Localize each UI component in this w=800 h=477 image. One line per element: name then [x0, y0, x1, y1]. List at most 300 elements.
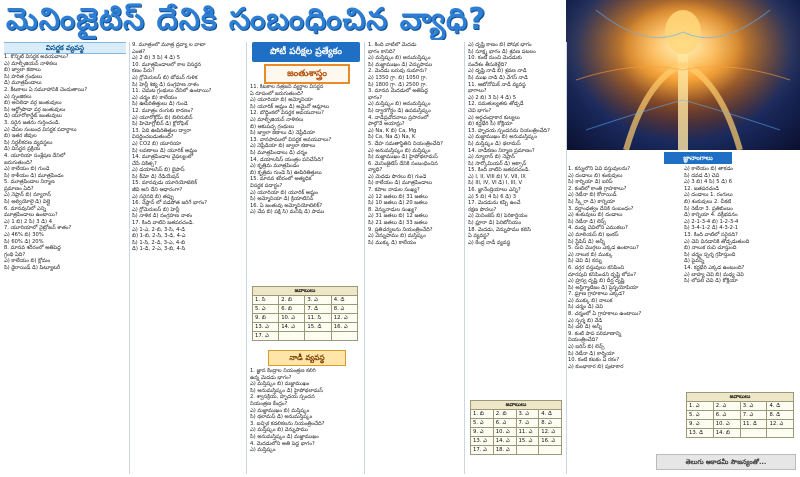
question-line: సి) కాళీయం డి) మూత్రపిండం	[4, 172, 64, 179]
column-7	[684, 166, 796, 386]
question-line: ఎ) మాల్ఫీజియన్ నాళికలు	[4, 60, 58, 67]
answer-cell: 8. డి	[767, 411, 794, 420]
question-line: 3. వర్ణాంధత్వం దేనికి సంబంధం?	[568, 205, 634, 212]
question-line: 4. యూరియా సంశ్లేషణ దేనిలో	[4, 152, 66, 159]
question-line: ఎ) I, II, VIII బి) V, VII, IX	[468, 173, 526, 180]
question-line: 8. వెన్నునాడుల సంఖ్య?	[368, 206, 417, 213]
answers-label: జవాబులు	[687, 393, 794, 402]
intro-text: ఉన్న మెదడు భాగం?	[250, 374, 292, 381]
question-line: ఎ) చర్మం బి) కాలేయం	[132, 94, 177, 101]
question-line: సి) 60% డి) 20%	[4, 238, 44, 245]
answer-cell	[539, 446, 562, 455]
question-list	[368, 42, 462, 246]
question-line: ఎ) కేంద్ర నాడీ వ్యవస్థ	[468, 239, 511, 246]
question-line: 8. చర్మంలో ఏ గ్రాహకాలు ఉంటాయి?	[568, 311, 642, 318]
answer-cell: 6. ఎ	[713, 411, 740, 420]
intro-text: సి) అనుమస్తిష్కం డి) మజ్జాముఖం	[250, 433, 319, 440]
answer-row	[471, 446, 562, 455]
question-line: 17. కింది వాటిని జతపరచండి.	[132, 220, 194, 227]
column-divider	[364, 42, 365, 474]
intro-text: 2. శ్వాసక్రియ, హృదయ స్పందన	[250, 394, 315, 401]
intro-text: ఎ) మస్తిష్కం బి) వెన్నుపాము	[250, 427, 308, 434]
question-line: సి) 1-సి, 2-డి, 3-ఎ, 4-బి	[132, 239, 186, 246]
question-line: 18. మెదడు, వెన్నుపాము కలిసి	[468, 226, 531, 233]
question-list	[468, 42, 564, 246]
question-line: 10. కంటి కటకం ఏ రకం?	[568, 357, 620, 364]
answer-cell: 15. డి	[305, 323, 331, 332]
question-line: సి) లవణాలు డి) యూరిక్ ఆమ్లం	[132, 147, 198, 154]
question-line: ఎ) అనుమస్తిష్కం బి) మస్తిష్కం	[368, 147, 431, 154]
question-line: 6. మానవునిలో ఎన్ని	[4, 205, 47, 212]
answer-row	[253, 296, 358, 305]
answer-cell: 5. ఎ	[253, 305, 279, 314]
question-line: ఎ) స్పర్శ బి) వేడి	[568, 317, 603, 324]
question-line: 7. కపాల నాడుల సంఖ్య?	[368, 187, 420, 194]
question-line: 1. కొన్నిటి విసర్జక అవయవాలు?	[4, 54, 69, 60]
question-line: 10. మూత్రపిండాలలో కాల విసర్జన	[132, 61, 202, 68]
question-line: ఎ) రెటీనా బి) కోరాయిడ్	[568, 192, 617, 199]
question-line: డి) కార్నియా 4. వక్రీభవనం	[684, 212, 738, 219]
answer-cell: 7. డి	[305, 305, 331, 314]
question-line: 2. కీటకాలు ఏ సమూహానికి చెందుతాయి?	[4, 86, 88, 93]
question-line: సి) రెటీనా 3. ప్రతిబింబం	[684, 205, 733, 212]
question-line: 6. మెనింజైటిస్ దేనికి సంబంధించిన	[368, 160, 438, 167]
answer-cell: 5. ఎ	[471, 419, 494, 428]
question-line: ఎ) 1-ఎ, 2-బి, 3-సి, 4-డి	[132, 226, 186, 233]
question-line: 6. దగ్గర వస్తువులు కనిపించి	[568, 264, 625, 271]
competitive-exams-special-badge: పోటీ పరీక్షల ప్రత్యేకం	[252, 42, 360, 62]
question-line: సి) ద్వారగోర్డం డి) ఉపమస్తిష్కం	[368, 107, 431, 114]
question-line: సందేశం తీసుకెళ్లేది?	[468, 61, 508, 68]
intro-text: సి) మూత్రపిండాలు డి) చర్మం	[250, 149, 308, 156]
question-line: ఎంత?	[132, 48, 146, 55]
question-line: ఎ) బాహ్య చెవి బి) మధ్య చెవి	[684, 271, 744, 278]
question-line: సి) మస్తిష్కం డి) థలామస్	[468, 140, 521, 147]
intro-text: సి) జ్వాలా కణాలు డి) నెఫ్రీడియా	[250, 130, 316, 137]
answer-row	[253, 314, 358, 323]
question-line: ఎ) సరైనది బి) తప్పు	[132, 193, 174, 200]
answer-cell: 10. ఎ	[493, 428, 516, 437]
question-list	[132, 42, 244, 253]
question-line: ఎ) న్యూరాన్ బి) నెఫ్రాన్	[468, 154, 515, 161]
answer-cell: 16. ఎ	[539, 437, 562, 446]
section-title-excretory-system: విసర్జక వ్యవస్థ	[4, 42, 126, 54]
question-line: సి) కార్నియా డి) ఐరిస్	[568, 179, 613, 186]
question-line: ఎ) 46% బి) 30%	[4, 232, 44, 239]
question-line: సి) నిర్జలీకరణ వ్యవస్థలు	[4, 139, 53, 146]
question-line: 16. జ్ఞానేంద్రియాలు ఎన్ని?	[468, 187, 521, 194]
question-line: ఎ) మెదడు పొరలు బి) గుండె	[368, 173, 427, 180]
question-line: ఎ) ఐరిస్ బి) లెన్స్	[568, 344, 605, 351]
question-line: ఎ) 5 బి) 4 సి) 6 డి) 3	[468, 193, 517, 200]
intro-text: 3. ఐచ్ఛిక కదలికలను నియంత్రించేది?	[250, 420, 325, 427]
question-line: బి) జ్వాలా కణాలు	[4, 67, 41, 74]
question-line: ఎ) 1 బి) 2 సి) 3 డి) 4	[4, 218, 53, 225]
headline: మెనింజైటిస్ దేనికి సంబంధించిన వ్యాధి?	[6, 2, 487, 37]
answer-cell: 12. ఎ	[539, 428, 562, 437]
answers-label: జవాబులు	[253, 287, 358, 296]
question-line: బి) ఇతర జీవుల	[4, 133, 37, 140]
answer-row	[471, 419, 562, 428]
column-3-nervous	[250, 368, 362, 474]
question-line: 3. మానవ మెదడులో అతిపెద్ద	[368, 88, 428, 95]
answer-row	[687, 429, 794, 438]
question-line: 3. సరైన జతను గుర్తించండి.	[4, 119, 61, 126]
answer-cell: 15. ఎ	[516, 437, 539, 446]
intro-text: సి) థలామస్ డి) అనుమస్తిష్కం	[250, 414, 313, 421]
question-line: 7. యూరియాలో నైట్రోజన్ శాతం?	[4, 225, 72, 232]
question-line: సి) దవడ డి) చెవి	[684, 172, 720, 179]
intro-text: ఎ) మజ్జాముఖం బి) మస్తిష్కం	[250, 407, 310, 414]
question-line: ఎ) కాలేయం బి) క్లోమం	[4, 258, 51, 265]
question-line: జరుగుతుంది?	[4, 159, 33, 166]
question-line: ఎ) చెవి వినడానికి తోడ్పడుతుంది	[684, 238, 750, 245]
intro-text: 14. డయాలసిస్ యంత్రం పనిచేసేది?	[250, 156, 324, 163]
question-line: 16. నెఫ్రాన్ లో వడపోత జరిగే భాగం?	[132, 200, 207, 207]
intro-text: ఎ) మస్తిష్కం బి) మజ్జాముఖం	[250, 381, 310, 388]
answer-cell: 7. ఎ	[740, 411, 767, 420]
answer-cell: 11. డి	[740, 420, 767, 429]
answer-cell: 11. సి	[305, 314, 331, 323]
question-line: చెవి భాగం?	[468, 107, 492, 114]
question-line: ఎ) దృష్టి నాడి బి) శ్రవణ నాడి	[468, 68, 527, 75]
question-line: ఎ) శంకువులు బి) దండాలు	[568, 212, 623, 219]
question-line: డి) పైవన్నీ	[684, 258, 705, 265]
question-line: ఎ) CO2 బి) యూరియా	[132, 140, 182, 147]
question-line: బి) అనిలిడా వర్గ జంతువులు	[4, 100, 62, 107]
column-divider	[566, 42, 567, 474]
question-line: భాగాలు?	[468, 88, 487, 95]
answer-row	[687, 402, 794, 411]
answer-row	[687, 411, 794, 420]
answer-cell: 17. ఎ	[253, 332, 279, 341]
question-line: 11. చెమట గ్రంథులు దేనిలో ఉంటాయి?	[132, 88, 212, 95]
question-line: సి) కాలేయం డి) మూత్రపిండాలు	[368, 180, 433, 187]
question-line: ఎ) కాలేయం బి) తాకడం	[684, 166, 733, 172]
question-line: ఎ) మస్తిష్కం బి) అనుమస్తిష్కం	[368, 101, 431, 108]
question-line: ఎ) యూరోక్రోమ్ బి) బిలిరుబిన్	[132, 114, 193, 121]
question-line: 12. మూత్రం రంగుకు కారణం?	[132, 107, 194, 114]
answer-cell: 10. ఎ	[279, 314, 305, 323]
question-line: ఎ) గ్లోమెరులస్ బి) బోమన్ గుళిక	[132, 74, 198, 81]
question-line: వ్యాధి?	[368, 167, 383, 174]
question-line: సి) III, IV, VI డి) I, III, V	[468, 180, 523, 187]
answer-row	[253, 332, 358, 341]
question-line: సి) మజ్జాముఖం డి) హైపోథలామస్	[368, 154, 438, 161]
answer-cell: 9. ఎ	[471, 428, 494, 437]
answer-cell: 1. బి	[471, 410, 494, 419]
question-line: 7. ఘ్రాణ గ్రాహకాలు ఎక్కడ?	[568, 291, 625, 298]
answers-label: జవాబులు	[471, 401, 562, 410]
answer-cell: 3. ఎ	[516, 410, 539, 419]
answer-cell: 2. బి	[279, 296, 305, 305]
question-line: భాగం?	[368, 94, 382, 101]
question-line: ఎ) గ్లోమెరులస్ బి) హెన్లీ	[132, 206, 180, 213]
question-line: ఎ) కాలేయం బి) గుండె	[4, 166, 50, 173]
answer-cell: 2. ఎ	[713, 402, 740, 411]
question-line: సి) స్టేపిస్ డి) అన్నీ	[568, 238, 606, 245]
question-line: సి) ముక్కు డి) కాలేయం	[368, 239, 417, 246]
answer-cell: 10. ఎ	[713, 420, 740, 429]
intro-text: బి) కృత్రిమ గుండె సి) ఊపిరితిత్తులు	[250, 169, 322, 176]
intro-text: ఎ) యూరియా బి) అమ్మోనియా	[250, 97, 313, 104]
intro-text: 16. ఏ జంతువు అమ్మోనియోటెలిక్?	[250, 202, 323, 209]
question-line: సి) హిమోగ్లోబిన్ డి) క్లోరోఫిల్	[132, 121, 189, 128]
answers-table-nervous	[470, 400, 562, 455]
question-line: సి) ప్లూరా డి) పెరిటోనియం	[468, 220, 522, 227]
question-line: ఎ) 12 జతలు బి) 31 జతలు	[368, 193, 428, 200]
answer-row	[471, 437, 562, 446]
answer-cell: 9. బి	[253, 314, 279, 323]
question-line: 15. కింది వాటిని జతపరచండి.	[468, 167, 530, 174]
question-line: సి) మజ్జాముఖం డి) వెన్నుపాము	[368, 61, 433, 68]
answer-cell: 13. ఎ	[471, 437, 494, 446]
answer-row	[687, 420, 794, 429]
answer-cell	[767, 429, 794, 438]
column-divider	[464, 42, 465, 474]
section-title-nervous-system: నాడీ వ్యవస్థ	[268, 350, 346, 366]
question-line: ఎ) 3 బి) 4 సి) 5 డి) 6	[684, 179, 733, 186]
question-line: సి) నాళిక డి) సంగ్రహణ నాళం	[132, 213, 193, 220]
column-5	[468, 42, 564, 414]
intro-text: సి) యూరిక్ ఆమ్లం డి) అమైనో ఆమ్లాలు	[250, 103, 330, 110]
question-line: ఎ) 2 బి) 3 సి) 4 డి) 5	[468, 94, 517, 101]
question-line: సి) Ca, Na డి) Na, K	[368, 134, 416, 141]
question-line: సి) కీమో డి) రేడియేషన్	[132, 173, 180, 180]
question-line: 13. కింది వాటిలో సరైనది?	[684, 231, 738, 238]
question-line: సి) రెటీనా డి) కార్నియా	[568, 350, 615, 357]
question-line: సి) ముఖ నాడి డి) వేగస్ నాడి	[468, 74, 528, 81]
question-line: డి) యూరోకార్డేట్ జంతువులు	[4, 113, 62, 120]
question-line: సి) అల్వియోలై డి) విల్లై	[4, 199, 51, 206]
question-list	[684, 166, 796, 285]
question-line: సి) చర్మం స్పర్శ గ్రహిస్తుంది	[684, 251, 736, 258]
answer-row	[471, 410, 562, 419]
question-line: 4. మధ్య చెవిలోని ఎముకలు?	[568, 225, 628, 232]
answer-cell: 13. ఎ	[253, 323, 279, 332]
question-line: సి) చర్మం డి) చెవి	[568, 304, 603, 311]
answer-cell: 4. డి	[767, 402, 794, 411]
intro-text: 11. కీటకాల నత్రజని వ్యర్థాల విసర్జన	[250, 84, 324, 90]
question-line: ఎ) 31 జతలు బి) 12 జతలు	[368, 213, 428, 220]
question-line: 5. దేహ సమతాస్థితిని నియంత్రించేది?	[368, 140, 443, 147]
answer-cell: 1. సి	[253, 296, 279, 305]
answer-cell: 14. ఎ	[279, 323, 305, 332]
answers-table-sense-organs	[686, 392, 794, 438]
intro-text: ఎ) యూరియా బి) యూరిక్ ఆమ్లం	[250, 189, 319, 196]
column-6	[568, 166, 680, 456]
question-line: భాగం కానిది?	[368, 48, 396, 55]
column-divider	[129, 42, 130, 474]
question-line: 5. రుచి మొగ్గలు ఎక్కడ ఉంటాయి?	[568, 245, 639, 252]
question-line: బి) 1-బి, 2-సి, 3-డి, 4-ఎ	[132, 233, 186, 240]
intro-text: 4. మెదడులోని అతి పెద్ద భాగం?	[250, 440, 315, 447]
answer-row	[253, 323, 358, 332]
question-line: 2. కంటిలో కాంతి గ్రాహకాలు?	[568, 185, 627, 192]
question-line: ఎ) నాలుక బి) ముక్కు	[568, 251, 613, 258]
answer-cell: 18. ఎ	[493, 446, 516, 455]
question-line: ఎ) డయాలసిస్ బి) బైపాస్	[132, 167, 185, 174]
answer-row	[253, 305, 358, 314]
question-line: సి) 10 జతలు డి) 20 జతలు	[368, 200, 428, 207]
question-line: దూరపువి కనిపించని దృష్టి లోపం?	[568, 271, 636, 278]
column-4	[368, 42, 462, 474]
question-line: 1. కింది వాటిలో మెదడు	[368, 42, 417, 48]
intro-text: 13. వానపాములో విసర్జక అవయవాలు?	[250, 136, 332, 143]
answer-cell: 12. ఎ	[331, 314, 357, 323]
intro-text: నియంత్రణ కేంద్రం?	[250, 400, 288, 407]
question-line: 10. కంటి నుంచి మెదడుకు	[468, 55, 522, 62]
answer-cell: 6. బి	[279, 305, 305, 314]
question-line: సి) 1800 గ్రా. డి) 2500 గ్రా.	[368, 81, 428, 88]
question-line: సి) సూక్ష్మ భాగం డి) శ్రవణ పటలం	[468, 48, 536, 55]
question-line: ఎ) దండాలు బి) శంకువులు	[568, 172, 623, 179]
question-line: సి) స్క్లీరా డి) కార్నియా	[568, 198, 616, 205]
intro-text: ఎ) చేప బి) పక్షి సి) మనిషి డి) పాము	[250, 209, 325, 216]
answer-cell	[516, 446, 539, 455]
question-line: ఎ) Na, K బి) Ca, Mg	[368, 127, 417, 134]
intro-text: ఎ) మస్తిష్కం	[250, 447, 276, 454]
question-line: నియంత్రించేది?	[568, 337, 598, 344]
intro-text: 15. మానవ శరీరంలో అత్యధిక	[250, 176, 312, 183]
question-line: ఎ) దండాలు 1. రంగులు	[684, 192, 733, 199]
question-line: ఎ) వెన్నుపాము బి) మస్తిష్కం	[368, 233, 426, 240]
question-line: 12. జతపరచండి	[684, 185, 719, 192]
answer-cell: 8. ఎ	[331, 305, 357, 314]
question-list	[568, 166, 680, 370]
question-line: 12. సమతుల్యతకు తోడ్పడే	[468, 101, 524, 108]
answer-cell: 9. ఎ	[687, 420, 714, 429]
answer-cell: 16. ఎ	[331, 323, 357, 332]
question-line: పాల్గొనే అయాన్లు?	[368, 121, 405, 128]
answer-cell: 5. ఎ	[687, 411, 714, 420]
question-list	[4, 54, 126, 272]
answer-cell	[279, 332, 305, 341]
column-divider	[246, 42, 247, 474]
question-line: సి) ఆర్థ్రోపొడా వర్గ జంతువులు	[4, 106, 66, 113]
question-line: సి) రెటీనా డి) లెన్స్	[568, 218, 607, 225]
intro-text: బి) ఆకుపచ్చ గ్రంథులు	[250, 123, 295, 130]
column-3-intro	[250, 84, 362, 274]
topic-title-zoology: జంతుశాస్త్రం	[264, 64, 350, 84]
intro-text: ఏ రూపంలో జరుగుతుంది?	[250, 90, 304, 97]
telugu-academy-credit: తెలుగు అకాడమీ సౌజన్యంతో...	[656, 454, 796, 470]
human-nervous-system-illustration	[566, 0, 800, 150]
answer-cell: 4. డి	[331, 296, 357, 305]
question-line: మూత్రపిండాలు ఉంటాయి?	[4, 212, 58, 219]
question-line: చేసే చికిత్స?	[132, 160, 157, 167]
question-line: సి) హరిత గ్రంథులు	[4, 73, 43, 80]
answer-cell	[331, 332, 357, 341]
question-line: 14. మూత్రపిండాల వైఫల్యంలో	[132, 154, 194, 161]
question-line: సి) సార్కోమియర్ డి) ఆక్సాన్	[468, 160, 527, 167]
answer-cell	[305, 332, 331, 341]
question-line: 9. మూత్రంలో మూత్ర ద్రవ్యా ల వాటా	[132, 42, 206, 48]
answer-cell: 14. బి	[713, 429, 740, 438]
question-line: కణం పేరు?	[132, 68, 155, 75]
intro-text: సి) అమ్మోనియా డి) క్రియాటినిన్	[250, 196, 314, 203]
answer-cell: 12. ఎ	[767, 420, 794, 429]
question-line: బి) కర్ణభేరి సి) కోక్లియా	[468, 121, 513, 128]
question-line: సి) 21 జతలు డి) 33 జతలు	[368, 220, 428, 227]
question-line: ఎ) ముక్కు బి) నాలుక	[568, 297, 613, 304]
question-line: 9. ప్రతిచర్యలను నియంత్రించేది?	[368, 226, 433, 233]
answer-row	[471, 428, 562, 437]
question-line: ఎ) అర్ధచంద్రాకార కుల్యలు	[468, 114, 520, 121]
question-line: రక్షణ పొరలు?	[468, 206, 497, 213]
answer-cell: 4. డి	[539, 410, 562, 419]
intro-text: ఎ) కృత్రిమ మూత్రపిండం	[250, 163, 300, 170]
question-line: 9. కంటి పాప పరిమాణాన్ని	[568, 330, 622, 337]
question-line: సి) హెన్లీ శిక్య డి) సంగ్రహణ నాళం	[132, 81, 199, 88]
hero-image-glowing-brain	[566, 0, 800, 150]
answers-table-zoology	[252, 286, 358, 341]
section-title-sense-organs: జ్ఞానాంగాలు	[664, 152, 732, 164]
question-line: 17. మెదడును కప్పి ఉంచే	[468, 200, 521, 207]
question-line: గ్రంథి ఏది?	[4, 251, 26, 258]
question-line: 5. మూత్రపిండాల నిర్మాణ	[4, 179, 55, 186]
question-line: సి) లోపలి చెవి డి) కోక్లియా	[684, 278, 738, 285]
answer-cell: 2. బి	[493, 410, 516, 419]
question-line: ఎ) నెఫ్రాన్ బి) న్యూరాన్	[4, 192, 51, 199]
question-line: ఏ వ్యవస్థ?	[468, 233, 490, 240]
question-line: 15. మానవుడు యూరియోటెలిక్	[132, 180, 198, 187]
answer-cell	[740, 429, 767, 438]
question-line: డి) మూత్రపిండాలు	[4, 80, 42, 87]
question-line: ఎ) మాలియస్ బి) ఇంకస్	[568, 231, 619, 238]
question-line: ఎ) మజ్జాముఖం బి) అనుమస్తిష్కం	[468, 134, 537, 141]
question-line: సి) చెవి డి) కన్ను	[568, 258, 602, 265]
question-line: 4. నాడీప్రచోదనాలు ప్రసారంలో	[368, 114, 429, 121]
answer-cell: 14. ఎ	[493, 437, 516, 446]
question-line: ఎ) 2 బి) 3 సి) 4 డి) 5	[132, 55, 181, 62]
question-line: 14. నాడీకణం నిర్మాణ ప్రమాణం?	[468, 147, 535, 154]
column-2	[132, 42, 244, 474]
answer-cell: 3. ఎ	[305, 296, 331, 305]
question-line: ఎ) మెనింజెస్ బి) పెరికార్డియం	[468, 213, 528, 220]
question-line: సి) అస్టిగ్మాటిజం డి) ప్రెస్బయోపియా	[568, 284, 639, 291]
question-line: 13. హృదయ స్పందనను నియంత్రించేది?	[468, 127, 550, 134]
question-line: 11. ఆటోనోమిక్ నాడీ వ్యవస్థ	[468, 81, 526, 88]
question-line: 14. కర్ణభేరి ఎక్కడ ఉంటుంది?	[684, 264, 745, 271]
intro-text: ఎ) నెఫ్రీడియా బి) జ్వాలా కణాలు	[250, 143, 316, 150]
question-line: డి) విసర్జన ప్రక్రియ	[4, 146, 41, 153]
question-line: ఎ) హ్రస్వ దృష్టి బి) దీర్ఘ దృష్టి	[568, 278, 625, 285]
question-line: 2. మెదడు బరువు సుమారు?	[368, 68, 427, 75]
column-1	[4, 42, 126, 474]
question-line: 8. మానవ శరీరంలో అతిపెద్ద	[4, 245, 61, 252]
answer-cell: 11. ఎ	[516, 428, 539, 437]
question-line: ఎ) 1350 గ్రా. బి) 1050 గ్రా.	[368, 74, 428, 81]
question-line: ఎ) 2-1-3-4 బి) 1-2-3-4	[684, 218, 739, 225]
question-line: సి) థైరాయిడ్ డి) పిట్యూటరీ	[4, 265, 61, 271]
intro-text: ఎ) మాల్ఫీజియన్ నాళికలు	[250, 116, 304, 123]
question-line: బి) నాలుక రుచి చూస్తుంది	[684, 245, 737, 252]
question-line: జీవి అని దేని ఆధారంగా?	[132, 187, 183, 194]
answer-cell: 6. ఎ	[493, 419, 516, 428]
question-line: 13. ఏది ఊపిరితిత్తుల ద్వారా	[132, 127, 192, 134]
question-line: సి) 3-4-1-2 డి) 4-3-2-1	[684, 225, 739, 232]
question-line: డి) 1-డి, 2-ఎ, 3-బి, 4-సి	[132, 246, 186, 253]
question-line: విసర్జించబడుతుంది?	[132, 134, 174, 141]
question-line: సి) చలి డి) అన్నీ	[568, 324, 602, 331]
answer-cell: 8. ఎ	[539, 419, 562, 428]
question-line: ఎ) చేపల సంబంధ విసర్జక పదార్థాలు	[4, 126, 77, 133]
answer-cell: 13. డి	[687, 429, 714, 438]
question-line: 1. కన్నులోని ఏవి వస్తువులను?	[568, 166, 631, 172]
question-line: ఎ) మస్తిష్కం బి) అనుమస్తిష్కం	[368, 55, 431, 62]
question-line: ప్రమాణం ఏది?	[4, 185, 34, 192]
